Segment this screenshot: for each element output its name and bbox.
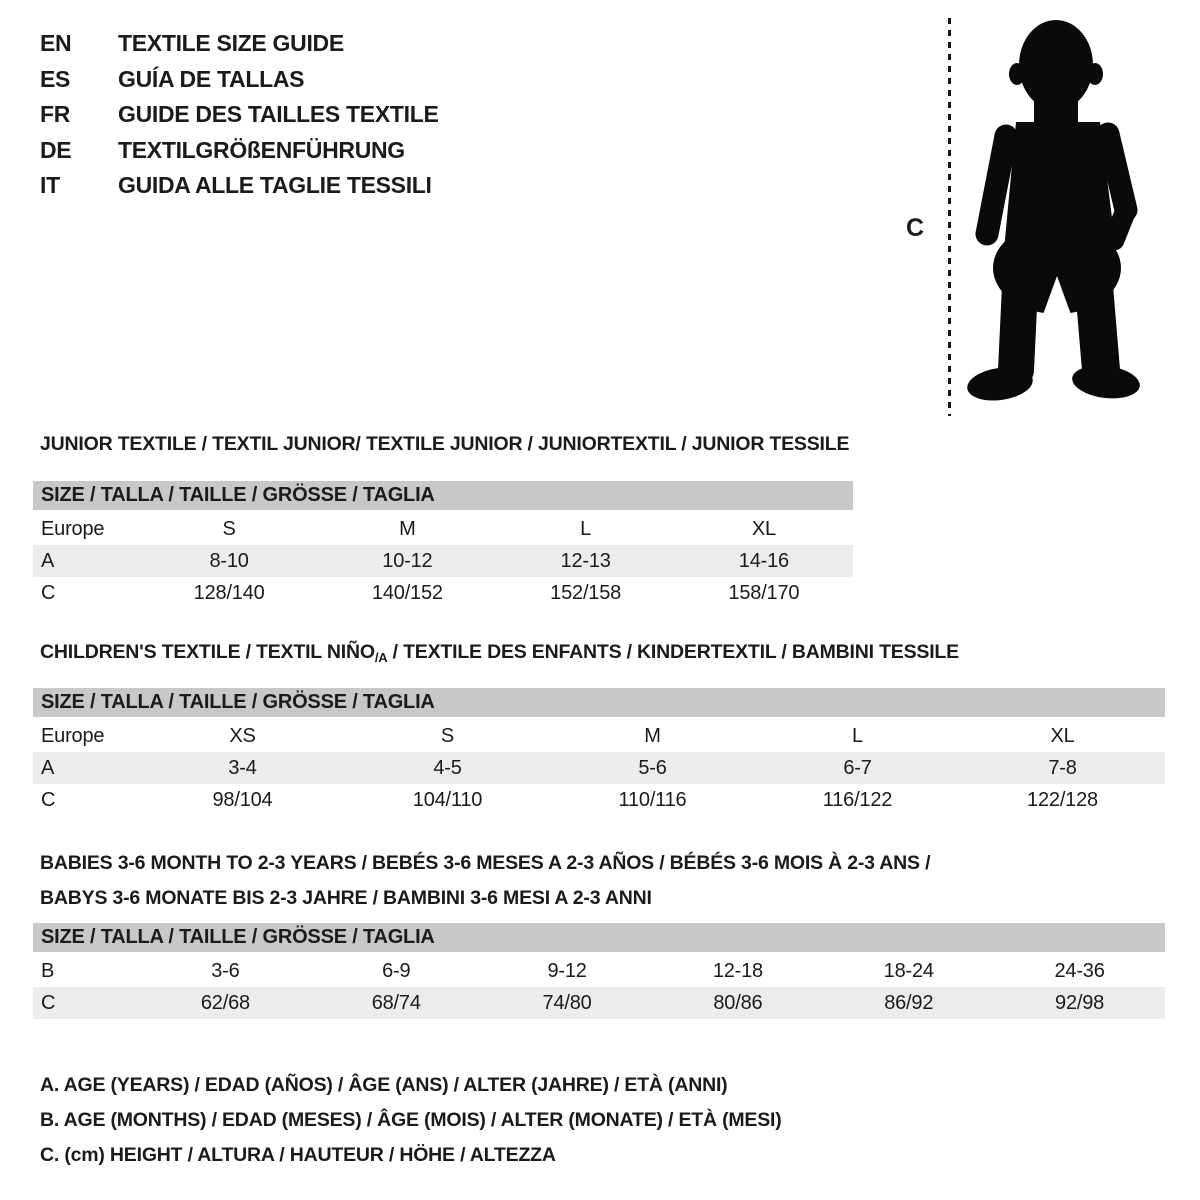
size-cell: S: [440, 724, 455, 747]
legend-line-a: A. AGE (YEARS) / EDAD (AÑOS) / ÂGE (ANS) / ALTER (JAHRE) / ETÀ (ANNI): [40, 1074, 728, 1096]
value-cell: 80/86: [713, 991, 763, 1014]
children-section-title: [40, 641, 959, 665]
value-cell: 74/80: [542, 991, 592, 1014]
lang-code: IT: [40, 172, 60, 199]
value-cell: 104/110: [412, 788, 483, 811]
lang-code: EN: [40, 30, 72, 57]
row-label: A: [41, 549, 55, 572]
lang-code: DE: [40, 136, 72, 163]
size-header-bar: SIZE / TALLA / TAILLE / GRÖSSE / TAGLIA: [33, 481, 853, 510]
size-cell: XL: [1050, 724, 1075, 747]
row-label: Europe: [41, 724, 105, 747]
lang-code: ES: [40, 65, 71, 92]
lang-row-es: [40, 62, 439, 98]
value-cell: 116/122: [822, 788, 893, 811]
size-cell: M: [644, 724, 661, 747]
row-label: Europe: [41, 517, 105, 540]
row-label: A: [41, 756, 55, 779]
size-header-bar: SIZE / TALLA / TAILLE / GRÖSSE / TAGLIA: [33, 923, 1165, 952]
size-cell: XS: [229, 724, 256, 747]
value-cell: 140/152: [371, 581, 443, 604]
value-cell: 12-13: [560, 549, 611, 572]
table-row-europe: [33, 513, 853, 545]
lang-row-en: [40, 26, 439, 62]
value-cell: 3-4: [228, 756, 257, 779]
measure-legend: [40, 1068, 782, 1173]
row-label: C: [41, 581, 56, 604]
value-cell: 8-10: [209, 549, 249, 572]
legend-line-c: C. (cm) HEIGHT / ALTURA / HAUTEUR / HÖHE / ALTEZZA: [40, 1144, 556, 1166]
table-row-height: [33, 577, 853, 609]
value-cell: 68/74: [371, 991, 421, 1014]
table-row-age: [33, 545, 853, 577]
value-cell: 9-12: [547, 959, 587, 982]
value-cell: 86/92: [884, 991, 934, 1014]
legend-line-b: B. AGE (MONTHS) / EDAD (MESES) / ÂGE (MOIS) / ALTER (MONATE) / ETÀ (MESI): [40, 1109, 782, 1131]
babies-title-line1: BABIES 3-6 MONTH TO 2-3 YEARS / BEBÉS 3-6 MESES A 2-3 AÑOS / BÉBÉS 3-6 MOIS À 2-3 ANS /: [40, 852, 931, 874]
value-cell: 3-6: [211, 959, 240, 982]
row-label: B: [41, 959, 55, 982]
size-header-bar: SIZE / TALLA / TAILLE / GRÖSSE / TAGLIA: [33, 688, 1165, 717]
guide-title: TEXTILE SIZE GUIDE: [118, 30, 344, 57]
babies-section-title: [40, 846, 930, 916]
value-cell: 12-18: [712, 959, 763, 982]
size-cell: M: [399, 517, 416, 540]
value-cell: 14-16: [738, 549, 789, 572]
value-cell: 7-8: [1048, 756, 1077, 779]
value-cell: 4-5: [433, 756, 462, 779]
value-cell: 122/128: [1027, 788, 1098, 811]
value-cell: 110/116: [618, 788, 687, 811]
children-size-table: [33, 688, 1165, 816]
table-row-height: [33, 784, 1165, 816]
value-cell: 10-12: [382, 549, 433, 572]
size-cell: XL: [751, 517, 776, 540]
table-row-europe: [33, 720, 1165, 752]
value-cell: 98/104: [212, 788, 273, 811]
lang-row-fr: [40, 97, 439, 133]
value-cell: 92/98: [1055, 991, 1105, 1014]
height-measure-label: C: [906, 214, 925, 242]
size-cell: L: [580, 517, 592, 540]
height-measure-dotted-line: [948, 18, 951, 416]
value-cell: 6-9: [382, 959, 411, 982]
value-cell: 128/140: [193, 581, 265, 604]
guide-title: GUIDE DES TAILLES TEXTILE: [118, 101, 439, 128]
children-title-rest: / TEXTILE DES ENFANTS / KINDERTEXTIL / BAMBINI TESSILE: [387, 641, 959, 663]
size-cell: S: [222, 517, 236, 540]
value-cell: 152/158: [550, 581, 622, 604]
value-cell: 6-7: [843, 756, 872, 779]
guide-title: TEXTILGRÖßENFÜHRUNG: [118, 136, 405, 163]
lang-row-de: [40, 133, 439, 169]
language-title-list: [40, 26, 439, 204]
children-title-sub: /A: [374, 650, 388, 665]
lang-row-it: [40, 168, 439, 204]
babies-title-line2: BABYS 3-6 MONATE BIS 2-3 JAHRE / BAMBINI 3-6 MESI A 2-3 ANNI: [40, 887, 652, 909]
value-cell: 158/170: [728, 581, 800, 604]
guide-title: GUÍA DE TALLAS: [118, 65, 305, 92]
junior-size-table: [33, 481, 853, 609]
table-row-height: [33, 987, 1165, 1019]
size-cell: L: [852, 724, 863, 747]
table-row-age: [33, 752, 1165, 784]
value-cell: 18-24: [883, 959, 934, 982]
babies-size-table: [33, 923, 1165, 1019]
value-cell: 62/68: [200, 991, 250, 1014]
value-cell: 24-36: [1054, 959, 1105, 982]
lang-code: FR: [40, 101, 71, 128]
row-label: C: [41, 788, 56, 811]
children-title-main: CHILDREN'S TEXTILE / TEXTIL NIÑO: [40, 641, 375, 663]
value-cell: 5-6: [638, 756, 667, 779]
junior-section-title: JUNIOR TEXTILE / TEXTIL JUNIOR/ TEXTILE JUNIOR / JUNIORTEXTIL / JUNIOR TESSILE: [40, 433, 850, 455]
table-row-age-months: [33, 955, 1165, 987]
toddler-silhouette-icon: [960, 18, 1150, 418]
guide-title: GUIDA ALLE TAGLIE TESSILI: [118, 172, 432, 199]
row-label: C: [41, 991, 56, 1014]
